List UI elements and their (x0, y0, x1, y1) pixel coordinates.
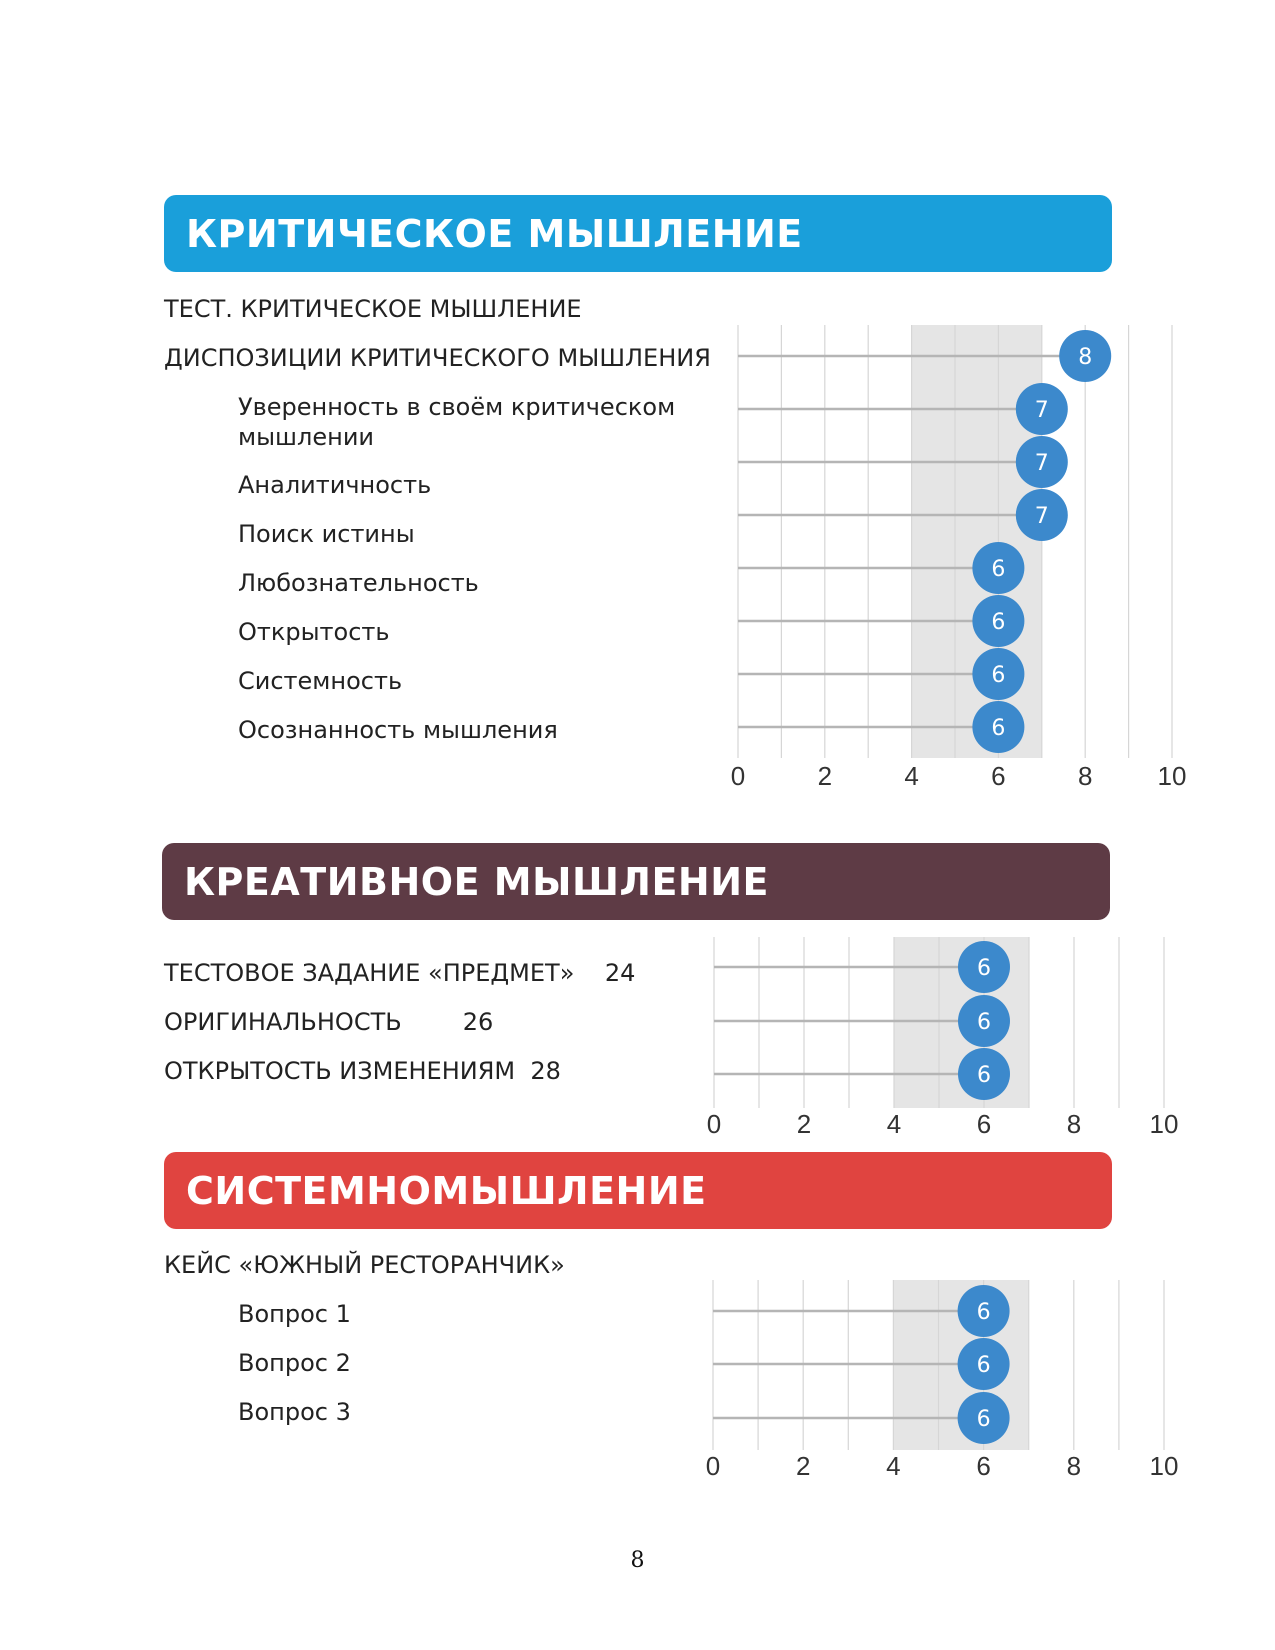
data-label: 6 (991, 663, 1006, 688)
x-tick-label: 0 (705, 1451, 721, 1481)
x-tick-label: 10 (1149, 1451, 1179, 1481)
data-label: 8 (1078, 345, 1093, 370)
row-label: ОТКРЫТОСТЬ ИЗМЕНЕНИЯМ 28 (164, 1057, 561, 1085)
data-label: 6 (977, 956, 991, 981)
data-label: 7 (1034, 398, 1049, 423)
section-banner-system: СИСТЕМНОМЫШЛЕНИЕ (164, 1152, 1112, 1229)
row-label: ДИСПОЗИЦИИ КРИТИЧЕСКОГО МЫШЛЕНИЯ (164, 344, 711, 372)
data-label: 6 (991, 716, 1006, 741)
x-tick-label: 4 (886, 1451, 901, 1481)
row-label: Системность (238, 667, 403, 695)
data-label: 6 (976, 1407, 991, 1432)
x-tick-label: 10 (1149, 1109, 1179, 1139)
x-tick-label: 6 (991, 761, 1006, 791)
data-label: 6 (977, 1010, 991, 1035)
x-tick-label: 2 (796, 1109, 812, 1139)
test-title-system: КЕЙС «ЮЖНЫЙ РЕСТОРАНЧИК» (164, 1251, 565, 1279)
row-label: Уверенность в своём критическом мышлении (238, 393, 676, 451)
x-tick-label: 6 (976, 1451, 991, 1481)
x-tick-label: 6 (976, 1109, 992, 1139)
row-label: Вопрос 2 (238, 1349, 351, 1377)
reference-band (912, 325, 1042, 758)
row-label: Вопрос 1 (238, 1300, 351, 1328)
test-title-critical: ТЕСТ. КРИТИЧЕСКОЕ МЫШЛЕНИЕ (164, 295, 582, 323)
data-label: 6 (976, 1353, 991, 1378)
data-label: 6 (977, 1063, 991, 1088)
data-label: 6 (991, 557, 1006, 582)
x-tick-label: 2 (817, 761, 833, 791)
row-label: Аналитичность (238, 471, 432, 499)
row-label: Любознательность (238, 569, 479, 597)
data-label: 6 (976, 1300, 991, 1325)
row-label: Вопрос 3 (238, 1398, 351, 1426)
x-tick-label: 8 (1066, 1451, 1082, 1481)
x-tick-label: 8 (1066, 1109, 1082, 1139)
section-banner-creative: КРЕАТИВНОЕ МЫШЛЕНИЕ (162, 843, 1110, 920)
row-label: ТЕСТОВОЕ ЗАДАНИЕ «ПРЕДМЕТ» 24 (164, 959, 636, 987)
section-banner-critical: КРИТИЧЕСКОЕ МЫШЛЕНИЕ (164, 195, 1112, 272)
data-label: 6 (991, 610, 1006, 635)
page-number: 8 (630, 1548, 645, 1573)
x-tick-label: 2 (795, 1451, 811, 1481)
row-label: Поиск истины (238, 520, 415, 548)
x-tick-label: 10 (1157, 761, 1187, 791)
x-tick-label: 0 (706, 1109, 722, 1139)
x-tick-label: 4 (904, 761, 919, 791)
x-tick-label: 0 (730, 761, 746, 791)
row-label: ОРИГИНАЛЬНОСТЬ 26 (164, 1008, 494, 1036)
data-label: 7 (1034, 504, 1049, 529)
x-tick-label: 8 (1077, 761, 1093, 791)
x-tick-label: 4 (886, 1109, 902, 1139)
row-label: Открытость (238, 618, 390, 646)
row-label: Осознанность мышления (238, 716, 558, 744)
data-label: 7 (1034, 451, 1049, 476)
